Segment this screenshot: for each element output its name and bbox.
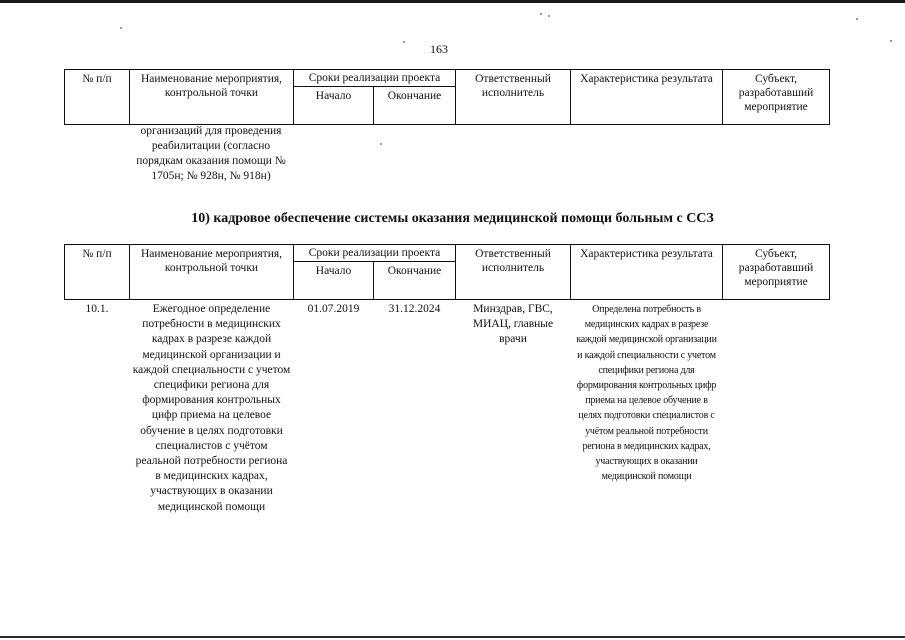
scan-speck [890,40,892,42]
row-end: 31.12.2024 [388,303,441,315]
page-number: 163 [430,42,448,56]
header-result: Характеристика результата [571,70,723,125]
section-title: 10) кадровое обеспечение системы оказания медицинской помощи больным с ССЗ [191,211,714,226]
section-table [64,244,830,517]
header-num: № п/п [65,245,130,300]
header-end: Окончание [374,87,456,125]
header-start: Начало [294,262,374,300]
scan-speck [380,143,382,145]
row-num: 10.1. [85,303,109,315]
scan-edge-bottom [0,636,905,638]
row-subject [723,300,830,517]
header-subject: Субъект, разработавший мероприятие [723,70,830,125]
scan-speck [856,18,858,20]
scan-speck [120,27,122,29]
row-name: Ежегодное определение потребности в медицинских кадрах в разрезе каждой медицинской организации и каждой специальности с учетом специфики региона для формирования контрольных цифр приема на целевое обучение в целях подготовки специалистов с учётом реальной потребности региона в медицинских кадрах, участвующих в оказании медицинской помощи [132,303,291,513]
header-name: Наименование мероприятия, контрольной точки [130,245,294,300]
header-period: Сроки реализации проекта [294,70,456,87]
row-responsible: Минздрав, ГВС, МИАЦ, главные врачи [472,303,554,346]
carryover-text: организаций для проведения реабилитации (согласно порядкам оказания помощи № 1705н; № 928н, № 918н) [136,125,286,182]
header-start: Начало [294,87,374,125]
row-start: 01.07.2019 [307,303,360,315]
row-result: Определена потребность в медицинских кадрах в разрезе каждой медицинской организации и каждой специальности с учетом специфики региона для формирования контрольных цифр приема на целевое обучение в целях подготовки специалистов с учётом реальной потребности региона в медицинских кадрах, участвующих в оказании медицинской помощи [576,304,717,483]
header-responsible: Ответственный исполнитель [456,245,571,300]
header-responsible: Ответственный исполнитель [456,70,571,125]
scan-speck [548,15,550,17]
header-table-top [64,69,830,125]
header-end: Окончание [374,262,456,300]
header-num: № п/п [65,70,130,125]
header-result: Характеристика результата [571,245,723,300]
table-row [65,300,830,517]
header-period: Сроки реализации проекта [294,245,456,262]
header-subject: Субъект, разработавший мероприятие [723,245,830,300]
scan-edge-top [0,0,905,3]
header-name: Наименование мероприятия, контрольной точки [130,70,294,125]
scan-speck [403,41,405,43]
scan-speck [540,13,542,15]
